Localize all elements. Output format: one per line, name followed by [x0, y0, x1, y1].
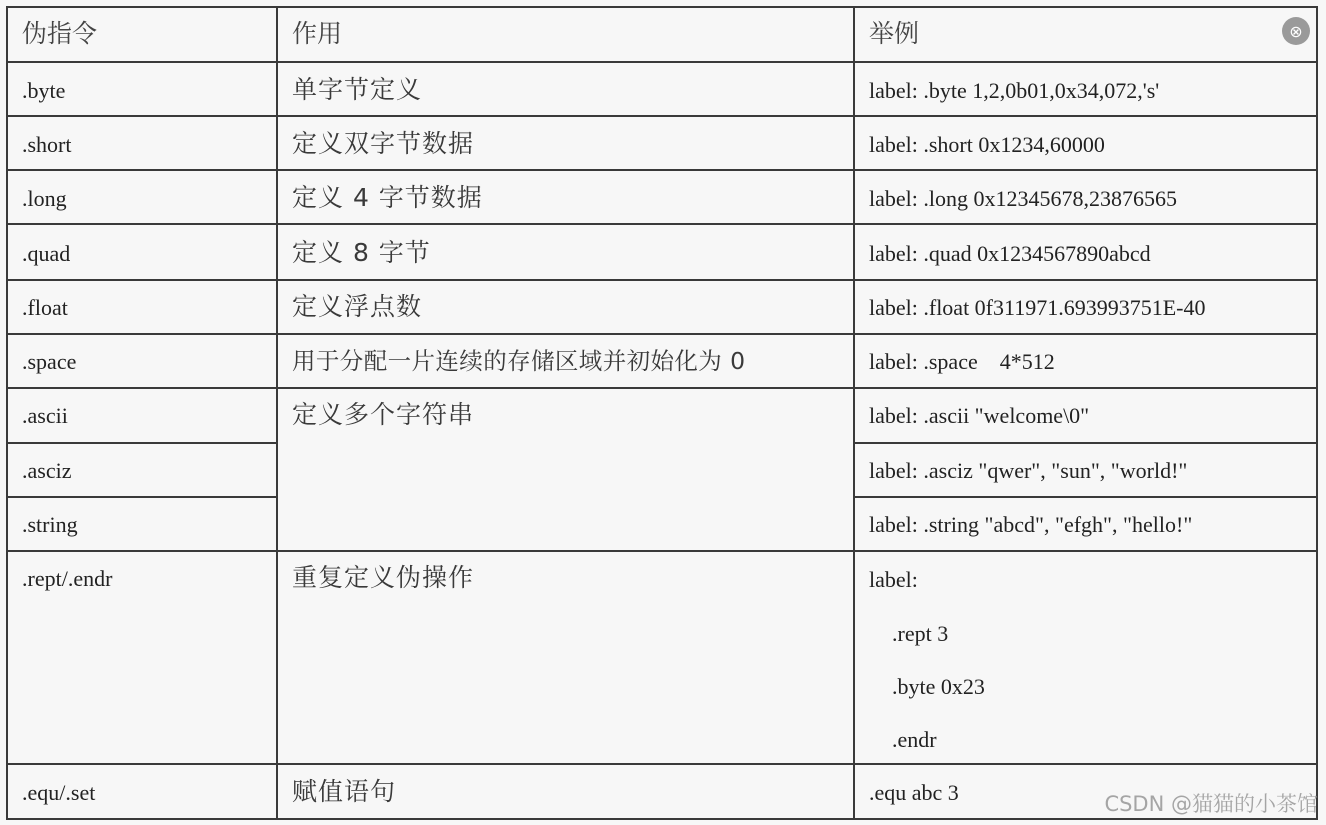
table-border-left	[6, 6, 8, 820]
row-divider-partial	[6, 442, 277, 444]
purpose-cell: 赋值语句	[292, 777, 397, 806]
purpose-cell: 定义 4 字节数据	[292, 183, 483, 212]
row-divider	[6, 387, 1318, 389]
example-line: label:	[869, 567, 918, 592]
row-divider	[6, 550, 1318, 552]
table-border-right	[1316, 6, 1318, 820]
purpose-cell: 重复定义伪操作	[292, 563, 475, 592]
example-cell: label: .space 4*512	[869, 349, 1055, 374]
purpose-cell: 定义 8 字节	[292, 238, 431, 267]
example-cell: .equ abc 3	[869, 780, 959, 805]
purpose-cell: 单字节定义	[292, 75, 423, 104]
example-cell: label: .byte 1,2,0b01,0x34,072,'s'	[869, 78, 1160, 103]
header-purpose: 作用	[292, 19, 343, 48]
purpose-cell: 用于分配一片连续的存储区域并初始化为 0	[292, 347, 746, 375]
directive-cell: .float	[22, 295, 68, 320]
directive-cell: .short	[22, 132, 72, 157]
close-icon[interactable]: ⊗	[1282, 17, 1310, 45]
row-divider	[6, 333, 1318, 335]
column-divider	[276, 6, 278, 820]
watermark: CSDN @猫猫的小茶馆	[1104, 792, 1318, 816]
directive-cell: .byte	[22, 78, 66, 103]
row-divider-partial	[6, 496, 277, 498]
header-directive: 伪指令	[22, 19, 98, 48]
example-cell: label: .asciz "qwer", "sun", "world!"	[869, 458, 1188, 483]
directive-cell: .space	[22, 349, 77, 374]
directive-cell: .quad	[22, 241, 71, 266]
row-divider	[6, 763, 1318, 765]
example-cell: label: .ascii "welcome\0"	[869, 403, 1090, 428]
row-divider	[6, 169, 1318, 171]
directive-cell: .ascii	[22, 403, 68, 428]
directive-cell: .long	[22, 186, 67, 211]
directive-cell: .string	[22, 512, 78, 537]
example-cell: label: .short 0x1234,60000	[869, 132, 1105, 157]
column-divider	[853, 6, 855, 820]
example-line: .endr	[892, 727, 937, 752]
example-cell: label: .float 0f311971.693993751E-40	[869, 295, 1206, 320]
purpose-cell: 定义双字节数据	[292, 129, 475, 158]
example-line: .byte 0x23	[892, 674, 985, 699]
header-example: 举例	[869, 19, 920, 48]
directive-cell: .rept/.endr	[22, 566, 113, 591]
table-border-top	[6, 6, 1318, 8]
directive-cell: .asciz	[22, 458, 72, 483]
example-line: .rept 3	[892, 621, 949, 646]
example-cell: label: .long 0x12345678,23876565	[869, 186, 1177, 211]
row-divider-partial	[853, 442, 1318, 444]
row-divider	[6, 115, 1318, 117]
table-border-bottom	[6, 818, 1318, 820]
example-cell: label: .quad 0x1234567890abcd	[869, 241, 1151, 266]
row-divider	[6, 61, 1318, 63]
row-divider	[6, 223, 1318, 225]
row-divider-partial	[853, 496, 1318, 498]
example-cell: label: .string "abcd", "efgh", "hello!"	[869, 512, 1193, 537]
purpose-cell: 定义浮点数	[292, 292, 423, 321]
purpose-cell: 定义多个字符串	[292, 400, 475, 429]
row-divider	[6, 279, 1318, 281]
directive-cell: .equ/.set	[22, 780, 96, 805]
